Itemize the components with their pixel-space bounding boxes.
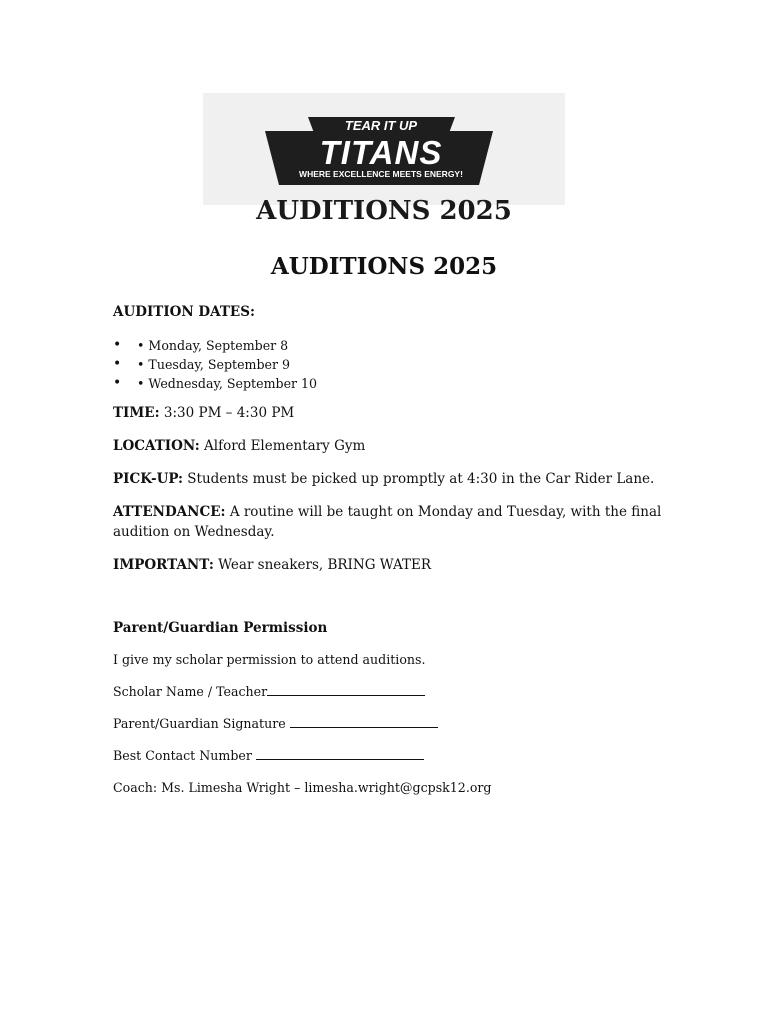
logo-top-text: TEAR IT UP [344, 118, 418, 133]
flyer-body [113, 302, 673, 811]
signature-field: Parent/Guardian Signature [113, 715, 673, 733]
list-item: • • Tuesday, September 9 [113, 356, 291, 372]
logo-tagline: WHERE EXCELLENCE MEETS ENERGY! [299, 169, 463, 179]
contact-number-line [256, 747, 424, 760]
scholar-name-line [267, 683, 425, 696]
list-item: • • Monday, September 8 [113, 337, 289, 353]
signature-line [290, 715, 438, 728]
pickup-line: PICK-UP: Students must be picked up promptly at 4:30 in the Car Rider Lane. [113, 471, 655, 487]
permission-heading: Parent/Guardian Permission [113, 620, 328, 636]
location-line: LOCATION: Alford Elementary Gym [113, 438, 366, 454]
important-line: IMPORTANT: Wear sneakers, BRING WATER [113, 557, 432, 573]
page-title: AUDITIONS 2025 [270, 253, 498, 280]
list-item: • • Wednesday, September 10 [113, 375, 318, 391]
audition-dates-list [113, 336, 673, 393]
logo-graphic [203, 93, 565, 205]
bullet-icon: • [113, 337, 122, 353]
time-line: TIME: 3:30 PM – 4:30 PM [113, 405, 295, 421]
attendance-line: ATTENDANCE: A routine will be taught on Monday and Tuesday, with the final audition on Wednesday. [113, 504, 662, 540]
bullet-icon: • [113, 375, 122, 391]
contact-number-field: Best Contact Number [113, 747, 673, 765]
logo-main-text: TITANS [319, 134, 443, 171]
titans-logo [203, 93, 565, 226]
coach-contact: Coach: Ms. Limesha Wright – limesha.wright@gcpsk12.org [113, 780, 492, 795]
audition-dates-label: AUDITION DATES: [113, 304, 255, 320]
permission-statement: I give my scholar permission to attend auditions. [113, 652, 426, 667]
bullet-icon: • [113, 356, 122, 372]
scholar-name-field: Scholar Name / Teacher [113, 683, 673, 701]
clipped-heading: AUDITIONS 2025 [256, 196, 512, 226]
